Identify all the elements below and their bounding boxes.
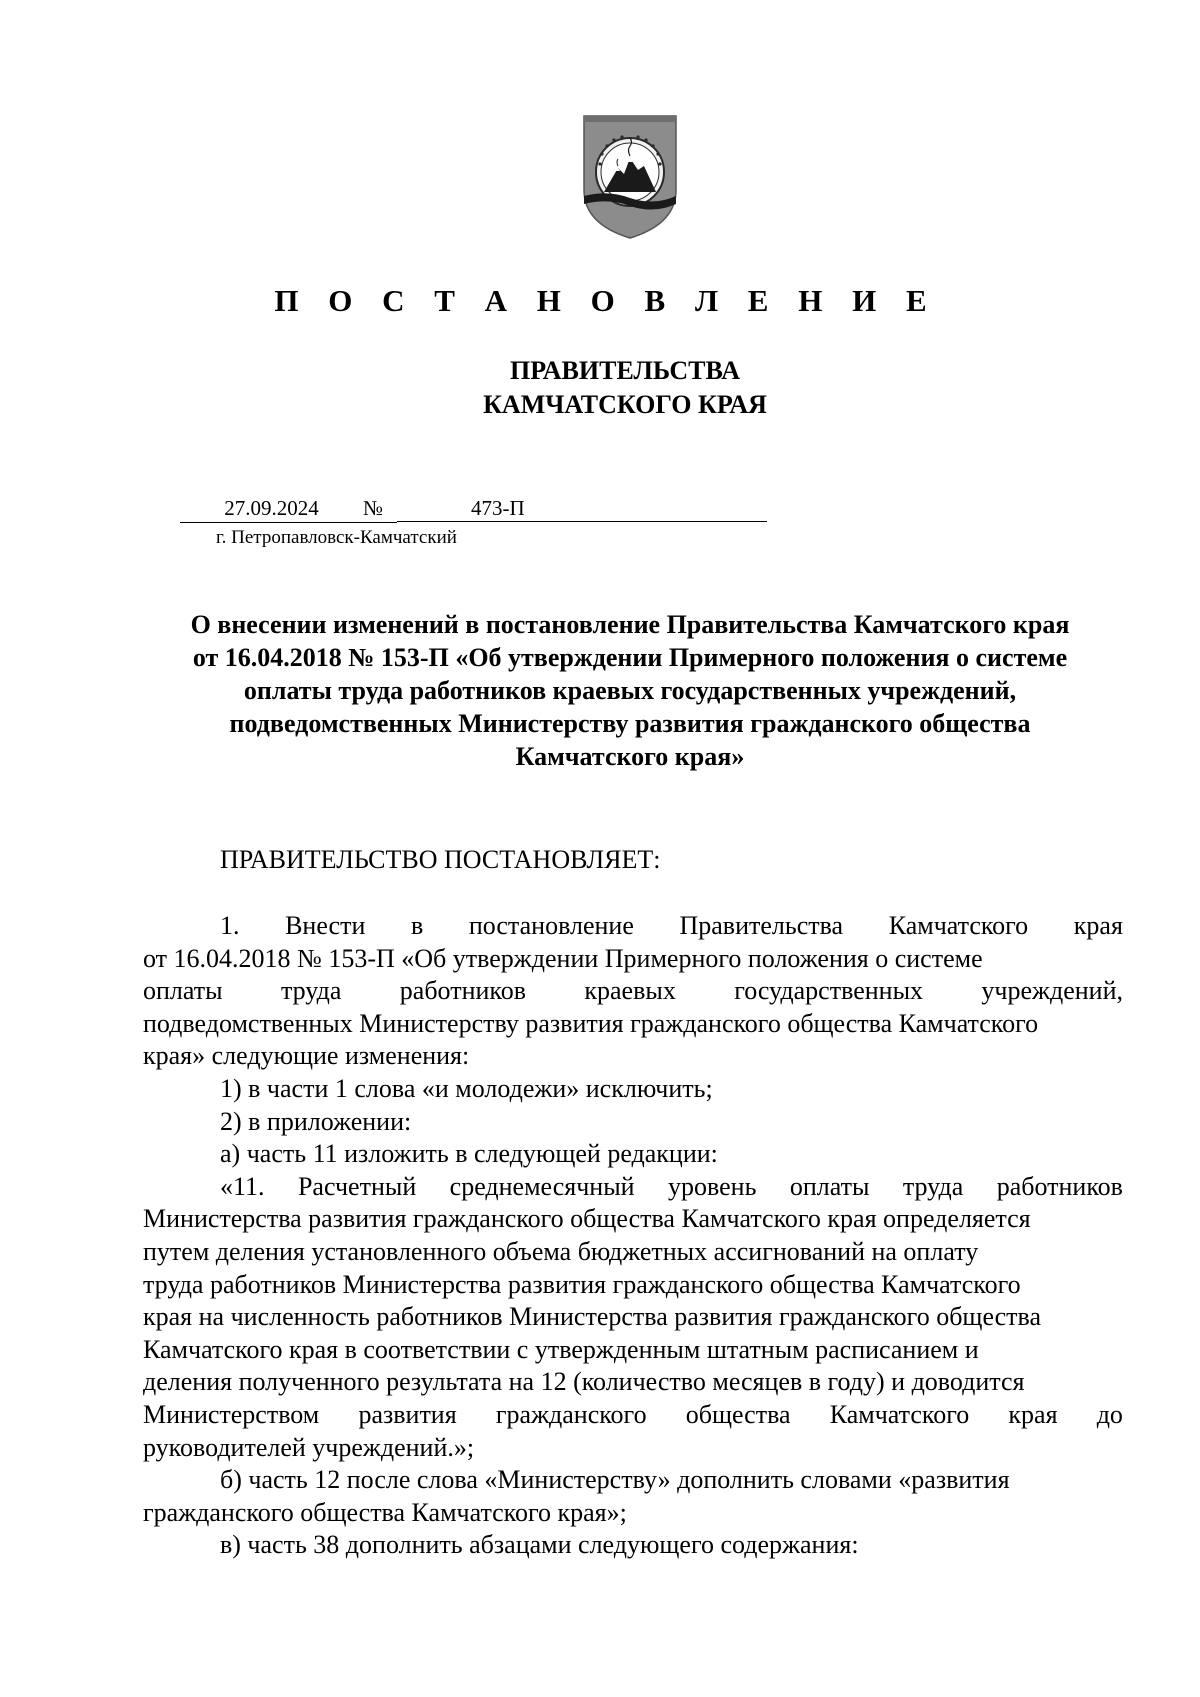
word: Расчетный xyxy=(297,1171,417,1201)
word: постановление xyxy=(468,911,634,940)
document-subject xyxy=(140,608,1120,773)
list-item: б) часть 12 после слова «Министерству» дополнить словами «развития xyxy=(220,1465,1010,1495)
word: краевых xyxy=(584,976,676,1006)
word: работников xyxy=(996,1171,1123,1201)
issuer-block xyxy=(0,354,1200,422)
list-item: 2) в приложении: xyxy=(220,1106,412,1136)
body-line: края на численность работников Министерства развития гражданского общества xyxy=(143,1302,1042,1332)
document-date: 27.09.2024 xyxy=(180,495,363,523)
list-item: а) часть 11 изложить в следующей редакции: xyxy=(220,1139,718,1169)
body-line: руководителей учреждений.»; xyxy=(143,1432,475,1462)
word: 1. xyxy=(220,911,240,940)
decree-heading: ПРАВИТЕЛЬСТВО ПОСТАНОВЛЯЕТ: xyxy=(220,845,661,874)
number-sign: № xyxy=(363,495,397,523)
list-item: 1) в части 1 слова «и молодежи» исключить; xyxy=(220,1073,713,1103)
list-item: в) часть 38 дополнить абзацами следующего содержания: xyxy=(220,1530,859,1560)
body-line: деления полученного результата на 12 (количество месяцев в году) и доводится xyxy=(143,1367,1025,1397)
word: края xyxy=(1073,911,1123,940)
subject-line: оплаты труда работников краевых государственных учреждений, xyxy=(243,676,1017,705)
word: среднемесячный xyxy=(449,1171,635,1201)
word: Камчатского xyxy=(829,1399,970,1429)
issuer-line: КАМЧАТСКОГО КРАЯ xyxy=(483,390,767,419)
word: Внести xyxy=(285,911,366,940)
word: уровень xyxy=(668,1171,757,1201)
document-number: 473-П xyxy=(397,495,767,522)
word: развития xyxy=(358,1399,457,1429)
word: Правительства xyxy=(679,911,844,940)
body-line xyxy=(143,1171,1123,1204)
word: края xyxy=(1008,1399,1058,1429)
word: государственных xyxy=(734,976,924,1006)
word: учреждений, xyxy=(981,976,1123,1006)
issuer-line: ПРАВИТЕЛЬСТВА xyxy=(510,356,740,385)
subject-line: Камчатского края» xyxy=(515,742,745,771)
body-line: гражданского общества Камчатского края»; xyxy=(143,1497,627,1527)
word: в xyxy=(410,911,424,940)
document-type-title: П О С Т А Н О В Л Е Н И Е xyxy=(274,283,938,318)
body-line xyxy=(143,1399,1123,1432)
body-line: труда работников Министерства развития гражданского общества Камчатского xyxy=(143,1269,1021,1299)
word: работников xyxy=(399,976,526,1006)
word: Камчатского xyxy=(888,911,1029,940)
coat-of-arms-icon xyxy=(578,112,682,242)
word: Министерством xyxy=(143,1399,320,1429)
body-line xyxy=(143,975,1123,1008)
word: оплаты xyxy=(143,976,223,1006)
word: общества xyxy=(685,1399,791,1429)
body-line: путем деления установленного объема бюджетных ассигнований на оплату xyxy=(143,1236,979,1266)
word: труда xyxy=(902,1171,964,1201)
body-line: Камчатского края в соответствии с утвержденным штатным расписанием и xyxy=(143,1334,979,1364)
word: гражданского xyxy=(495,1399,647,1429)
body-line: подведомственных Министерству развития гражданского общества Камчатского xyxy=(143,1008,1039,1038)
subject-line: подведомственных Министерству развития гражданского общества xyxy=(229,709,1031,738)
word: труда xyxy=(280,976,342,1006)
body-line: Министерства развития гражданского общества Камчатского края определяется xyxy=(143,1204,1031,1234)
word: оплаты xyxy=(789,1171,870,1201)
word: «11. xyxy=(220,1171,265,1201)
city-name: г. Петропавловск-Камчатский xyxy=(216,527,457,548)
body-line: края» следующие изменения: xyxy=(143,1041,470,1071)
document-body xyxy=(143,910,1123,1562)
subject-line: О внесении изменений в постановление Правительства Камчатского края xyxy=(190,610,1070,639)
word: до xyxy=(1096,1399,1123,1429)
body-line: от 16.04.2018 № 153-П «Об утверждении Примерного положения о системе xyxy=(143,943,983,973)
subject-line: от 16.04.2018 № 153-П «Об утверждении Примерного положения о системе xyxy=(192,643,1068,672)
body-line xyxy=(143,910,1123,943)
